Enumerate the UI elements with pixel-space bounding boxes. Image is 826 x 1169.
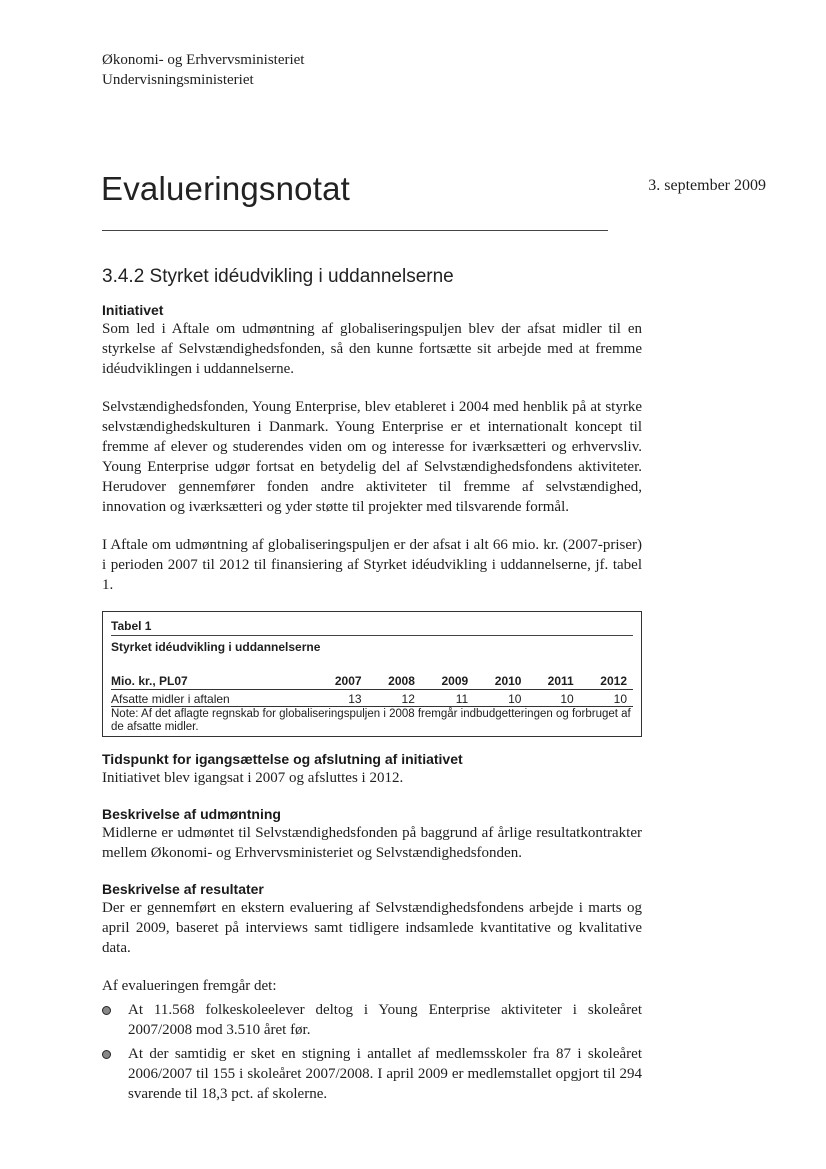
list-item	[102, 1000, 642, 1040]
initiative-heading: Initiativet	[102, 302, 164, 318]
table-cell: 10	[527, 690, 579, 707]
budget-table	[111, 674, 633, 707]
results-intro: Af evalueringen fremgår det:	[102, 978, 277, 994]
table-header-year: 2012	[580, 674, 633, 690]
table-header-year: 2010	[474, 674, 527, 690]
bullet-icon	[102, 1006, 111, 1015]
table-cell: 11	[421, 690, 474, 707]
table-header-year: 2009	[421, 674, 474, 690]
list-item-text: At 11.568 folkeskoleelever deltog i Young Enterprise aktiviteter i skoleåret 2007/2008 mod 3.510 året før.	[128, 1002, 642, 1038]
title-divider	[102, 230, 608, 231]
table-cell: 12	[368, 690, 421, 707]
table-row-label: Afsatte midler i aftalen	[111, 690, 314, 707]
ministry-names	[102, 50, 304, 90]
paragraph-1: Som led i Aftale om udmøntning af globaliseringspuljen blev der afsat midler til en styrkelse af Selvstændighedsfonden, så den kunne fortsætte sit arbejde med at fremme idéudviklingen i uddannelserne.	[102, 321, 642, 377]
paragraph-2: Selvstændighedsfonden, Young Enterprise, blev etableret i 2004 med henblik på at styrke selvstændighedskulturen i Danmark. Young Enterprise er et internationalt koncept til fremme af elever og studerendes viden om og interesse for iværksætteri og erhvervsliv. Young Enterprise udgør fortsat en betydelig del af Selvstændighedsfondens aktiviteter. Herudover gennemfører fonden andre aktiviteter til fremme af selvstændighed, innovation og iværksætteri og yder støtte til projekter med tilsvarende formål.	[102, 399, 642, 515]
table-header-unit: Mio. kr., PL07	[111, 674, 314, 690]
document-title: Evalueringsnotat	[101, 170, 351, 207]
results-heading: Beskrivelse af resultater	[102, 881, 264, 897]
implementation-heading: Beskrivelse af udmøntning	[102, 806, 281, 822]
results-list	[102, 1000, 642, 1104]
results-text: Der er gennemført en ekstern evaluering af Selvstændighedsfondens arbejde i marts og april 2009, baseret på interviews samt tidligere indsamlede kvantitative og kvalitative data.	[102, 900, 642, 956]
table-row	[111, 690, 633, 707]
implementation-text: Midlerne er udmøntet til Selvstændighedsfonden på baggrund af årlige resultatkontrakter mellem Økonomi- og Erhvervsministeriet og Selvstændighedsfonden.	[102, 825, 642, 861]
ministry-name-2: Undervisningsministeriet	[102, 72, 254, 88]
list-item	[102, 1044, 642, 1104]
table-cell: 13	[314, 690, 367, 707]
table-header-year: 2008	[368, 674, 421, 690]
list-item-text: At der samtidig er sket en stigning i antallet af medlemsskoler fra 87 i skoleåret 2006/2007 til 155 i skoleåret 2007/2008. I april 2009 er medlemstallet opgjort til 294 svarende til 18,3 pct. af skolerne.	[128, 1046, 642, 1102]
paragraph-3: I Aftale om udmøntning af globaliseringspuljen er der afsat i alt 66 mio. kr. (2007-priser) i perioden 2007 til 2012 til finansiering af Styrket idéudvikling i uddannelserne, jf. tabel 1.	[102, 537, 642, 593]
budget-table-box	[102, 611, 642, 737]
section-heading: 3.4.2 Styrket idéudvikling i uddannelserne	[102, 266, 454, 287]
table-cell: 10	[474, 690, 527, 707]
table-note: Note: Af det aflagte regnskab for globaliseringspuljen i 2008 fremgår indbudgetteringen og forbruget af de afsatte midler.	[111, 708, 631, 733]
bullet-icon	[102, 1050, 111, 1059]
table-label: Tabel 1	[111, 618, 633, 636]
timing-text: Initiativet blev igangsat i 2007 og afsluttes i 2012.	[102, 770, 404, 786]
ministry-name-1: Økonomi- og Erhvervsministeriet	[102, 52, 305, 68]
table-header-row	[111, 674, 633, 690]
timing-heading: Tidspunkt for igangsættelse og afslutning af initiativet	[102, 751, 463, 767]
table-cell: 10	[580, 690, 633, 707]
table-title: Styrket idéudvikling i uddannelserne	[111, 640, 321, 654]
document-body	[102, 266, 642, 1108]
table-header-year: 2011	[527, 674, 579, 690]
document-date: 3. september 2009	[648, 177, 766, 194]
table-header-year: 2007	[314, 674, 367, 690]
